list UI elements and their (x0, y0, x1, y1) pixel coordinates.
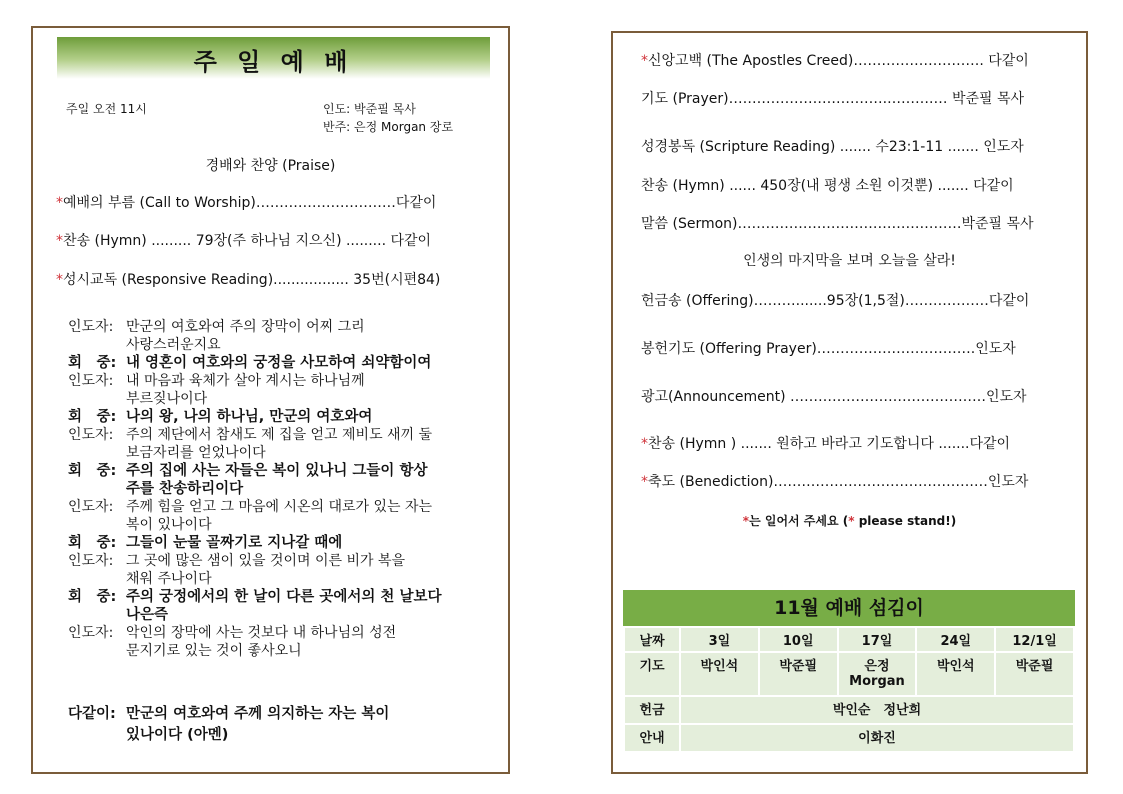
page-title: 주 일 예 배 (193, 48, 354, 76)
order-item-hymn-2: 찬송 (Hymn) ...... 450장(내 평생 소원 이것뿐) ....... 다같이 (641, 178, 1014, 194)
speaker-label: 인도자: (68, 625, 114, 641)
order-item-prayer: 기도 (Prayer)…………………………….……….… 박준필 목사 (641, 91, 1025, 107)
verse-text: 주의 제단에서 참새도 제 집을 얻고 제비도 새끼 둘 (126, 427, 433, 443)
table-cell: 날짜 (624, 627, 680, 652)
speaker-label: 회 중: (68, 535, 117, 551)
order-item-sermon: 말씀 (Sermon)…………………………………………박준필 목사 (641, 216, 1034, 232)
order-item-hymn: *찬송 (Hymn) ......... 79장(주 하나님 지으신) ......... 다같이 (56, 233, 432, 249)
verse-text-continued: 보금자리를 얻었나이다 (126, 445, 266, 461)
order-item-offering-prayer: 봉헌기도 (Offering Prayer)…………………………….인도자 (641, 341, 1016, 357)
verse-text-continued: 복이 있나이다 (126, 517, 212, 533)
table-row (624, 724, 1074, 752)
table-row (624, 652, 1074, 696)
responsive-verse (68, 498, 508, 534)
responsive-verse (68, 372, 508, 408)
table-cell: 헌금 (624, 696, 680, 724)
order-item-responsive-reading: *성시교독 (Responsive Reading)................. 35번(시편84) (56, 272, 441, 288)
speaker-label: 회 중: (68, 355, 117, 371)
verse-text: 나의 왕, 나의 하나님, 만군의 여호와여 (126, 409, 373, 425)
table-cell: 기도 (624, 652, 680, 696)
speaker-label: 회 중: (68, 463, 117, 479)
speaker-label: 인도자: (68, 373, 114, 389)
speaker-label: 인도자: (68, 319, 114, 335)
table-cell: 24일 (916, 627, 995, 652)
speaker-label: 인도자: (68, 499, 114, 515)
order-item-creed: *신앙고백 (The Apostles Creed)………………………. 다같이 (641, 53, 1029, 69)
table-cell: 3일 (680, 627, 759, 652)
speaker-label: 회 중: (68, 409, 117, 425)
service-schedule (623, 590, 1075, 753)
table-cell: 10일 (759, 627, 838, 652)
responsive-verse (68, 426, 508, 462)
responsive-verse (68, 624, 508, 660)
responsive-reading (68, 318, 508, 660)
stand-note: *는 일어서 주세요 (* please stand!) (742, 514, 957, 528)
order-item-offering: 헌금송 (Offering)……….......95장(1,5절)………………다같이 (641, 293, 1030, 309)
responsive-verse (68, 534, 508, 552)
order-item-closing-hymn: *찬송 (Hymn ) ....... 원하고 바라고 기도합니다 .......다같이 (641, 436, 1011, 452)
verse-text: 주의 집에 사는 자들은 복이 있나니 그들이 항상 (126, 463, 428, 479)
order-item-scripture: 성경봉독 (Scripture Reading) ....... 수23:1-11 ....... 인도자 (641, 139, 1024, 155)
table-cell: 박준필 (995, 652, 1074, 696)
responsive-verse (68, 408, 508, 426)
responsive-verse (68, 354, 508, 372)
table-cell: 박준필 (759, 652, 838, 696)
accompanist: 반주: 은정 Morgan 장로 (323, 120, 454, 134)
verse-text: 그 곳에 많은 샘이 있을 것이며 이른 비가 복을 (126, 553, 406, 569)
table-cell: 12/1일 (995, 627, 1074, 652)
left-panel (31, 26, 510, 774)
sermon-title: 인생의 마지막을 보며 오늘을 살라! (743, 253, 956, 269)
order-item-benediction: *축도 (Benediction)…………………………………….…인도자 (641, 474, 1029, 490)
speaker-label: 회 중: (68, 589, 117, 605)
speaker-label: 인도자: (68, 427, 114, 443)
schedule-table (623, 626, 1075, 753)
order-item-call-to-worship: *예배의 부름 (Call to Worship)…………………………다같이 (56, 195, 437, 211)
verse-text: 그들이 눈물 골짜기로 지나갈 때에 (126, 535, 343, 551)
verse-text-continued: 주를 찬송하리이다 (126, 481, 244, 497)
table-cell: 박인순 정난희 (680, 696, 1074, 724)
responsive-verse (68, 462, 508, 498)
together-response (68, 702, 389, 744)
table-row (624, 696, 1074, 724)
verse-text: 주의 궁정에서의 한 날이 다른 곳에서의 천 날보다 (126, 589, 442, 605)
verse-text-continued: 문지기로 있는 것이 좋사오니 (126, 643, 302, 659)
title-bar (57, 37, 490, 79)
verse-text-continued: 나은즉 (126, 607, 169, 623)
schedule-title: 11월 예배 섬김이 (623, 590, 1075, 626)
verse-text-continued: 부르짖나이다 (126, 391, 208, 407)
verse-text: 악인의 장막에 사는 것보다 내 하나님의 성전 (126, 625, 397, 641)
verse-text: 내 마음과 육체가 살아 계시는 하나님께 (126, 373, 365, 389)
leader: 인도: 박준필 목사 (323, 102, 416, 116)
verse-text: 만군의 여호와여 주의 장막이 어찌 그리 (126, 319, 365, 335)
order-item-announcement: 광고(Announcement) ……………………………………인도자 (641, 389, 1027, 405)
table-row (624, 627, 1074, 652)
together-line1: 만군의 여호와여 주께 의지하는 자는 복이 (126, 706, 390, 722)
together-speaker: 다같이: (68, 706, 116, 722)
responsive-verse (68, 588, 508, 624)
table-cell: 17일 (838, 627, 917, 652)
verse-text-continued: 사랑스러운지요 (126, 337, 221, 353)
verse-text: 내 영혼이 여호와의 궁정을 사모하여 쇠약함이여 (126, 355, 432, 371)
section-heading: 경배와 찬양 (Praise) (205, 158, 336, 174)
service-time: 주일 오전 11시 (66, 102, 147, 116)
responsive-verse (68, 318, 508, 354)
table-cell: 이화진 (680, 724, 1074, 752)
speaker-label: 인도자: (68, 553, 114, 569)
table-cell: 박인석 (680, 652, 759, 696)
table-cell: 안내 (624, 724, 680, 752)
table-cell: 박인석 (916, 652, 995, 696)
verse-text: 주께 힘을 얻고 그 마음에 시온의 대로가 있는 자는 (126, 499, 433, 515)
together-line2: 있나이다 (아멘) (126, 727, 229, 743)
verse-text-continued: 채워 주나이다 (126, 571, 212, 587)
table-cell: 은정 Morgan (838, 652, 917, 696)
responsive-verse (68, 552, 508, 588)
